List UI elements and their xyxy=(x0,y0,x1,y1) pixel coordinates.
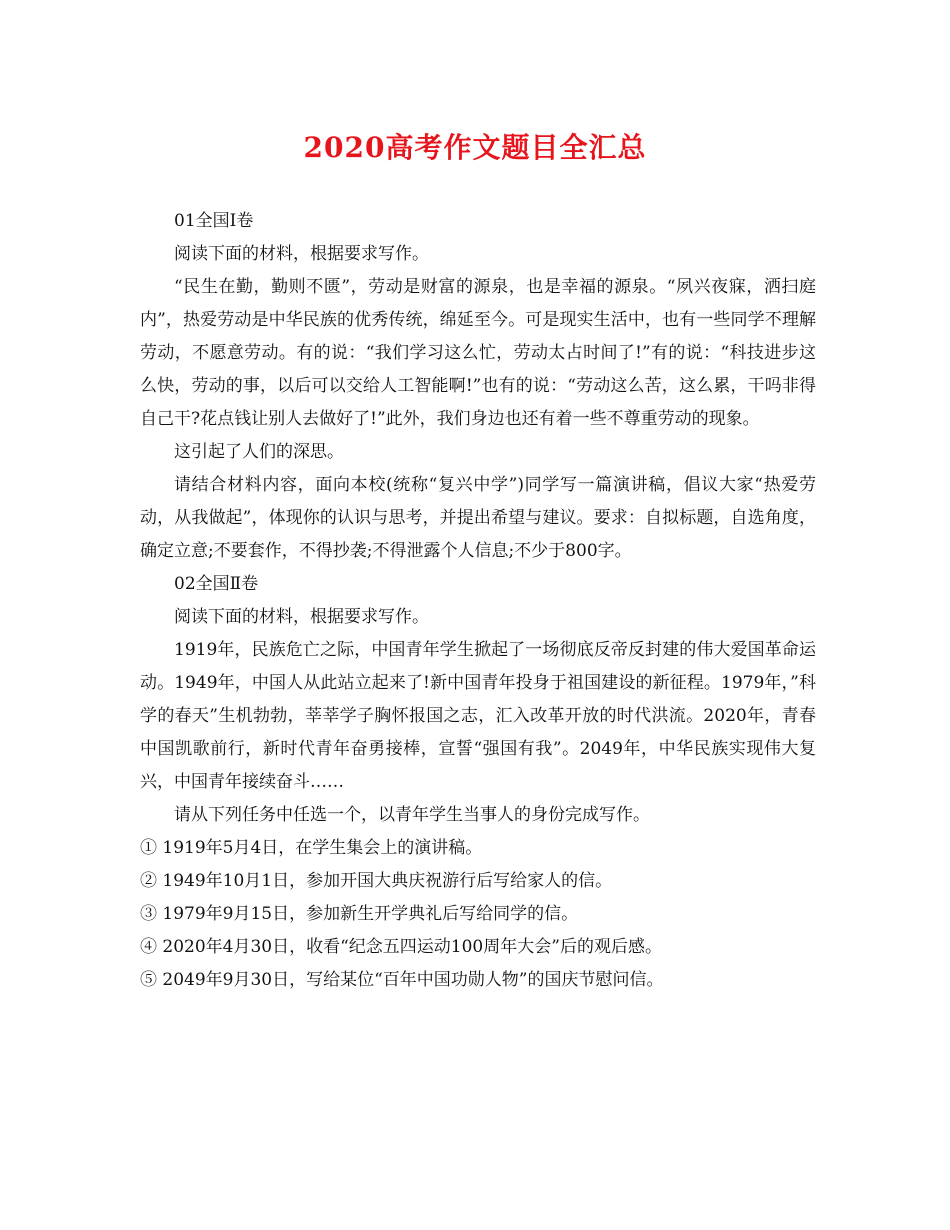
task-item: ③ 1979年9月15日，参加新生开学典礼后写给同学的信。 xyxy=(140,904,579,924)
material-paragraph: “民生在勤，勤则不匮”，劳动是财富的源泉，也是幸福的源泉。“夙兴夜寐，洒扫庭内”，热爱劳动是中华民族的优秀传统，绵延至今。可是现实生活中，也有一些同学不理解劳动，不愿意劳动。有的说：“我们学习这么忙，劳动太占时间了!”有的说：“科技进步这么快，劳动的事，以后可以交给人工智能啊!”也有的说：“劳动这么苦，这么累，干吗非得自己干?花点钱让别人去做好了!”此外，我们身边也还有着一些不尊重劳动的现象。 xyxy=(140,277,816,429)
section-heading: 01全国Ⅰ卷 xyxy=(174,211,254,231)
requirement-paragraph: 请结合材料内容，面向本校(统称“复兴中学”)同学写一篇演讲稿，倡议大家“热爱劳动，从我做起”，体现你的认识与思考，并提出希望与建议。要求：自拟标题，自选角度，确定立意;不要套作，不得抄袭;不得泄露个人信息;不少于800字。 xyxy=(140,475,816,561)
material-paragraph: 这引起了人们的深思。 xyxy=(174,442,344,462)
material-paragraph: 1919年，民族危亡之际，中国青年学生掀起了一场彻底反帝反封建的伟大爱国革命运动。1949年，中国人从此站立起来了!新中国青年投身于祖国建设的新征程。1979年，”科学的春天”生机勃勃，莘莘学子胸怀报国之志，汇入改革开放的时代洪流。2020年，青春中国凯歌前行，新时代青年奋勇接棒，宣誓“强国有我”。2049年，中华民族实现伟大复兴，中国青年接续奋斗…… xyxy=(140,640,816,792)
task-item: ④ 2020年4月30日，收看“纪念五四运动100周年大会”后的观后感。 xyxy=(140,937,662,957)
task-item: ② 1949年10月1日，参加开国大典庆祝游行后写给家人的信。 xyxy=(140,871,613,891)
instruction-text: 阅读下面的材料，根据要求写作。 xyxy=(174,244,429,264)
instruction-text: 阅读下面的材料，根据要求写作。 xyxy=(174,607,429,627)
task-item: ① 1919年5月4日，在学生集会上的演讲稿。 xyxy=(140,838,483,858)
document-body xyxy=(140,205,816,997)
task-intro: 请从下列任务中任选一个，以青年学生当事人的身份完成写作。 xyxy=(174,805,650,825)
section-heading: 02全国Ⅱ卷 xyxy=(174,574,259,594)
task-item: ⑤ 2049年9月30日，写给某位“百年中国功勋人物”的国庆节慰问信。 xyxy=(140,970,664,990)
page-title: 2020高考作文题目全汇总 xyxy=(303,131,647,164)
